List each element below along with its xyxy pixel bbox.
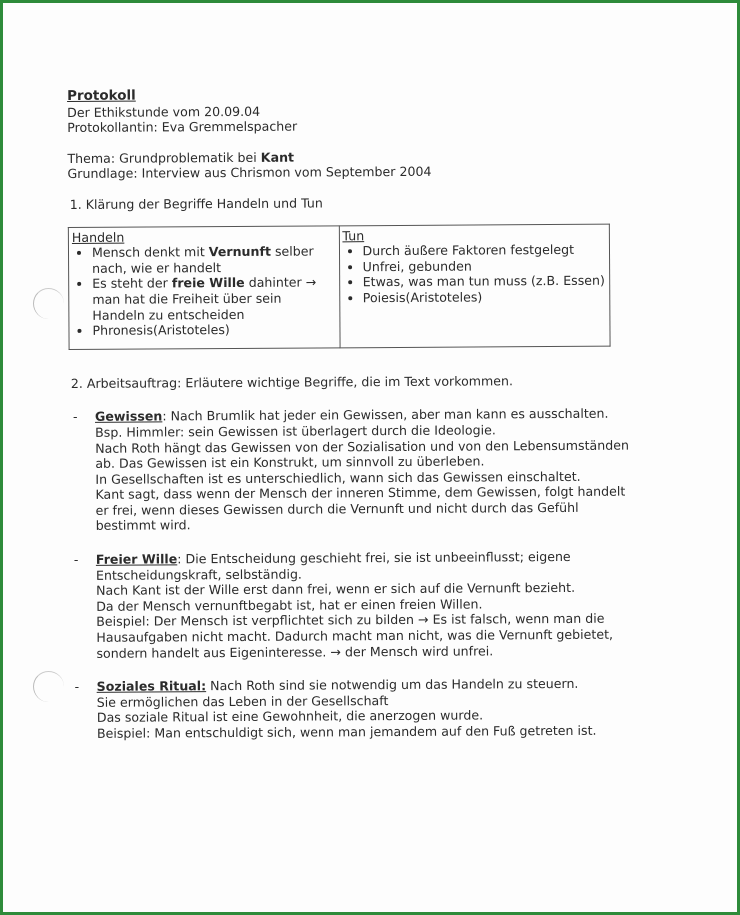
handeln-item: • Phronesis(Aristoteles) [92, 321, 336, 338]
section-soziales-ritual: - Soziales Ritual: Nach Roth sind sie notwendig um das Handeln zu steuern. Sie ermöglichen das Leben in der Gesellschaft Das soziale Ritual ist eine Gewohnheit, die anerzogen wurde. Beispiel: Man entschuldigt sich, wenn man jemandem auf den Fuß getreten ist. [74, 676, 597, 741]
handeln-header: Handeln [71, 229, 125, 245]
tun-header: Tun [342, 227, 365, 243]
writer-line: Protokollantin: Eva Gremmelspacher [67, 118, 298, 136]
punch-hole-mark [33, 671, 64, 702]
section-bullet: - [74, 679, 80, 695]
punch-hole-mark [33, 288, 64, 319]
protocol-document [67, 86, 631, 742]
lesson-line: Der Ethikstunde vom 20.09.04 [67, 103, 261, 120]
tun-column [339, 224, 610, 348]
section-bullet: - [72, 409, 78, 425]
section-gewissen: - Gewissen: Nach Brumlik hat jeder ein Gewissen, aber man kann es ausschalten. Bsp. Himmler: sein Gewissen ist überlagert durch die Ideologie. Nach Roth hängt das Gewissen von der Sozialisation und von den Lebensumständen ab. Das Gewissen ist ein Konstrukt, um sinnvoll zu überleben. In Gesellschaften ist es unterschiedlich, wann sich das Gewissen einschaltet. Kant sagt, dass wenn der Mensch der inneren Stimme, dem Gewissen, folgt handelt er frei, wenn dieses Gewissen durch die Vernunft und nicht durch das Gefühl bestimmt wird. [72, 406, 629, 534]
tun-item: • Etwas, was man tun muss (z.B. Essen) [363, 273, 607, 290]
section-bullet: - [73, 552, 79, 568]
term-freier-wille: Freier Wille [95, 551, 178, 567]
tun-item: • Poiesis(Aristoteles) [363, 289, 607, 306]
term-gewissen: Gewissen [94, 408, 163, 425]
document-title: Protokoll [66, 87, 136, 104]
tun-item: • Unfrei, gebunden [363, 257, 607, 274]
handeln-item: • Mensch denkt mit Vernunft selber nach, wie er handelt [92, 244, 336, 277]
task2-heading: 2. Arbeitsauftrag: Erläutere wichtige Begriffe, die im Text vorkommen. [70, 372, 514, 391]
task1-heading: 1. Klärung der Begriffe Handeln und Tun [69, 195, 323, 212]
term-soziales-ritual: Soziales Ritual: [96, 678, 207, 695]
handeln-column [68, 225, 339, 349]
topic-prefix: Thema: Grundproblematik bei [67, 149, 261, 166]
definition-table [68, 223, 611, 349]
topic-bold: Kant [260, 149, 295, 165]
tun-item: • Durch äußere Faktoren festgelegt [362, 242, 606, 259]
handeln-item: • Es steht der freie Wille dahinter → man hat die Freiheit über sein Handeln zu entscheiden [92, 275, 336, 323]
basis-line: Grundlage: Interview aus Chrismon vom September 2004 [67, 164, 432, 182]
section-freier-wille: - Freier Wille: Die Entscheidung geschieht frei, sie ist unbeeinflusst; eigene Entscheidungskraft, selbständig. Nach Kant ist der Wille erst dann frei, wenn er sich auf die Vernunft bezieht. Da der Mensch vernunftbegabt ist, hat er einen freien Willen. Beispiel: Der Mensch ist verpflichtet sich zu bilden → Es ist falsch, wenn man die Hausaufgaben nicht macht. Dadurch macht man nicht, was die Vernunft gebietet, sondern handelt aus Eigeninteresse. → der Mensch wird unfrei. [73, 548, 614, 661]
